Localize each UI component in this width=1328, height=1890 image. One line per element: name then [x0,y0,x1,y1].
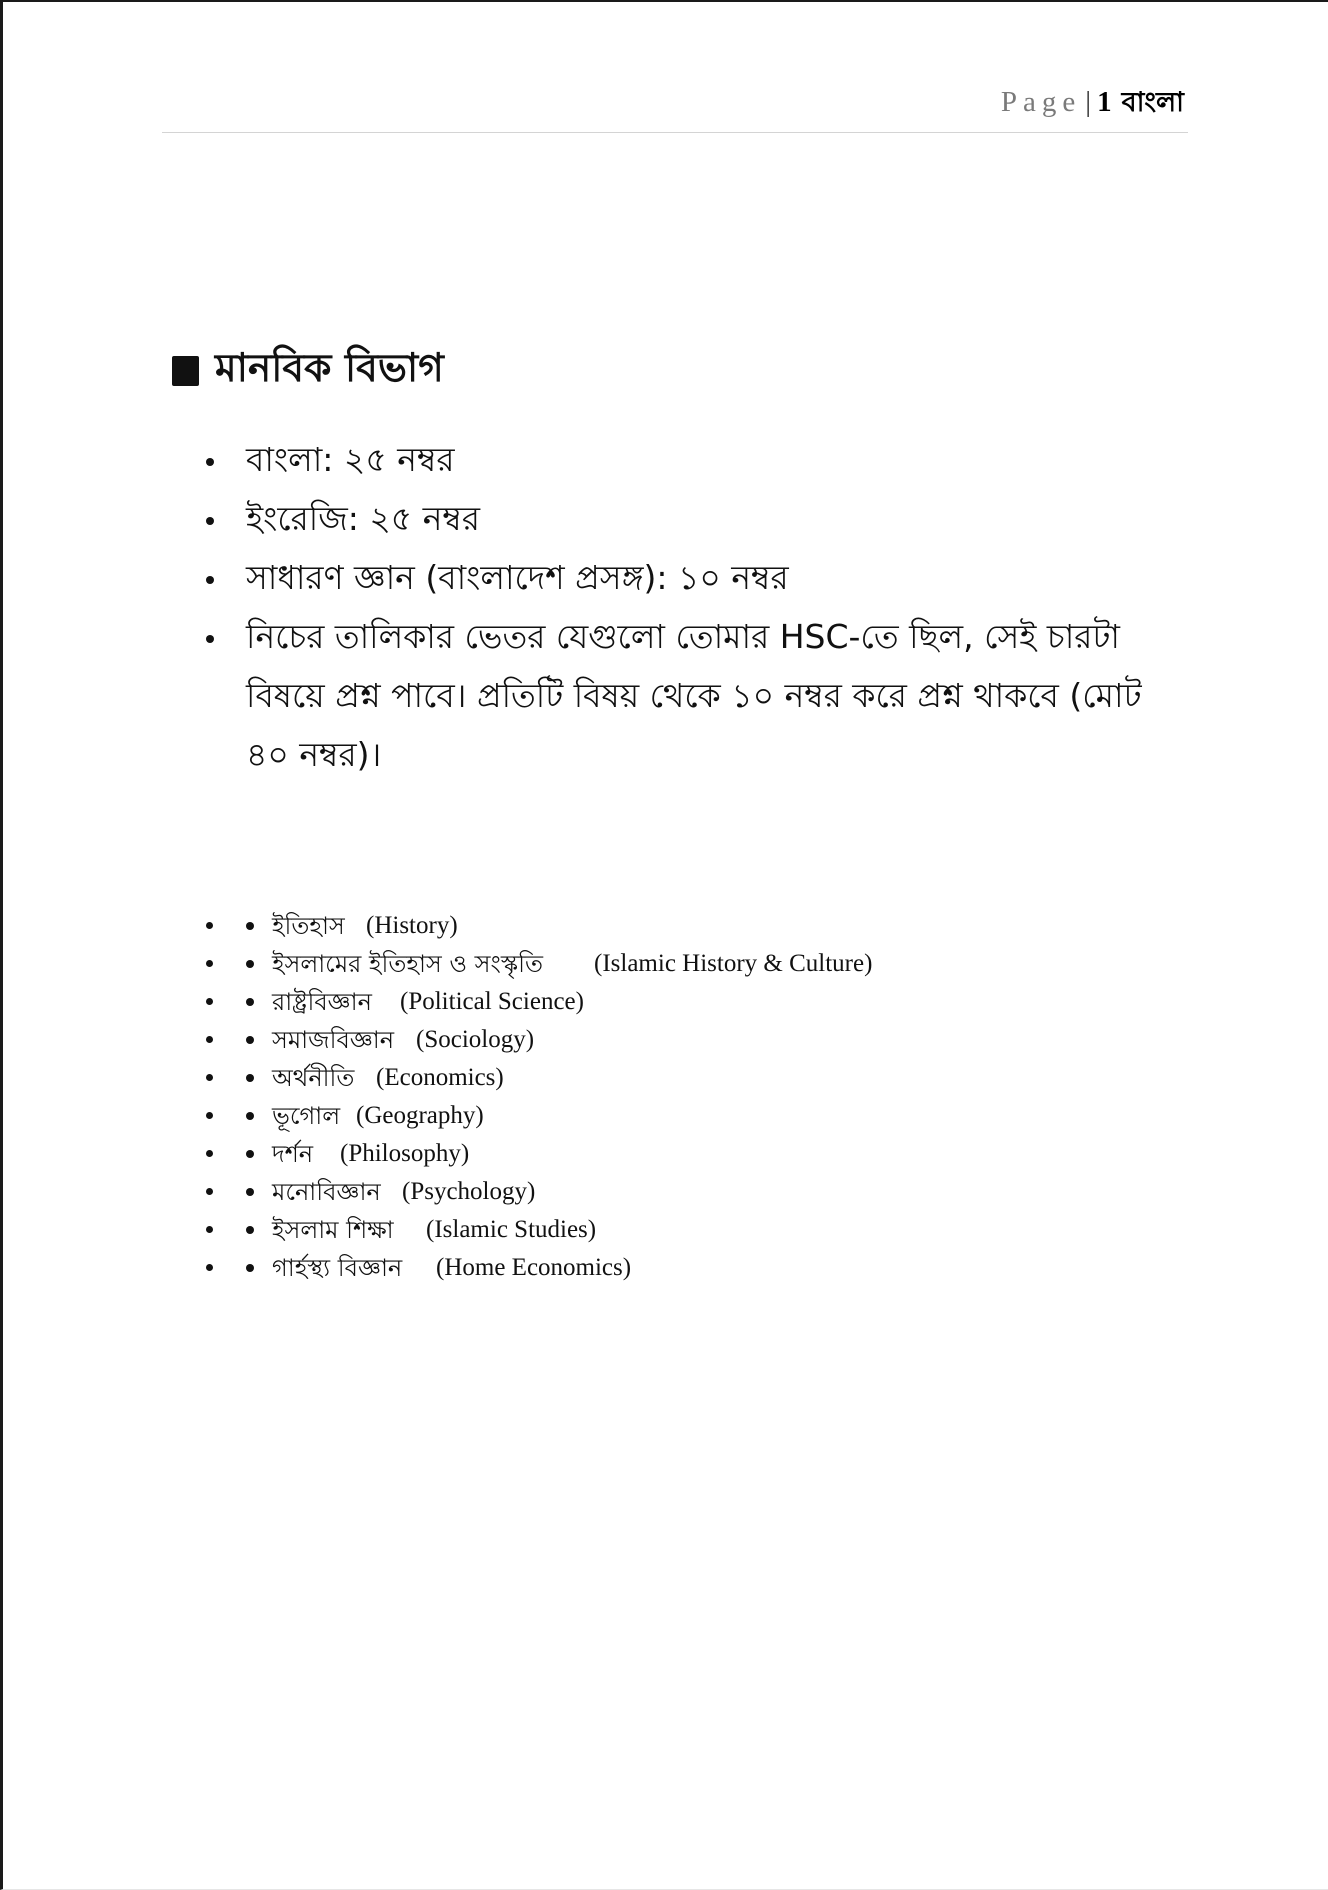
subject-item [200,1249,1100,1287]
bullet-icon [206,1226,213,1233]
subject-name-bn: গার্হস্থ্য বিজ্ঞান [272,1254,403,1282]
subject-name-bn: রাষ্ট্রবিজ্ঞান [272,988,372,1016]
inner-bullet-icon [246,998,254,1006]
bullet-icon [206,998,213,1005]
section-title: মানবিক বিভাগ [215,346,444,391]
section-heading [172,338,444,403]
header-separator: | [1085,86,1092,118]
list-item [200,548,1180,607]
bullet-icon [206,1112,213,1119]
subject-name-en: (Islamic History & Culture) [594,950,873,977]
header-page-word: Page [1000,86,1082,118]
header-page-number: 1 [1097,86,1112,118]
bullet-icon [206,517,214,525]
subject-item [200,1211,1100,1249]
subject-item [200,1135,1100,1173]
header-divider [162,132,1188,133]
subject-list [200,907,1100,1287]
requirement-list [200,430,1180,784]
subject-name-bn: ইতিহাস [272,912,345,940]
subject-name-bn: ইসলামের ইতিহাস ও সংস্কৃতি [272,950,544,978]
bullet-icon [206,922,213,929]
subject-name-bn: ইসলাম শিক্ষা [272,1216,394,1244]
subject-item [200,1097,1100,1135]
subject-name-bn: অর্থনীতি [272,1064,355,1092]
list-item [200,489,1180,548]
inner-bullet-icon [246,1188,254,1196]
list-item [200,430,1180,489]
subject-name-en: (Sociology) [416,1026,535,1053]
inner-bullet-icon [246,1264,254,1272]
inner-bullet-icon [246,1150,254,1158]
list-item-text: বাংলা: ২৫ নম্বর [246,440,455,479]
subject-name-en: (Islamic Studies) [426,1216,597,1243]
subject-name-en: (Psychology) [402,1178,536,1205]
page-header [1001,82,1184,127]
subject-name-en: (Economics) [376,1064,504,1091]
subject-name-bn: দর্শন [272,1140,314,1168]
subject-name-en: (Geography) [356,1102,484,1129]
inner-bullet-icon [246,1074,254,1082]
inner-bullet-icon [246,922,254,930]
inner-bullet-icon [246,1112,254,1120]
header-title: বাংলা [1121,87,1184,118]
inner-bullet-icon [246,1226,254,1234]
subject-name-en: (Philosophy) [340,1140,470,1167]
bullet-icon [206,1264,213,1271]
list-item-text: নিচের তালিকার ভেতর যেগুলো তোমার HSC-তে ছিল, সেই চারটা বিষয়ে প্রশ্ন পাবে। প্রতিটি বিষয় থেকে ১০ নম্বর করে প্রশ্ন থাকবে (মোট ৪০ নম্বর)। [246,617,1142,774]
subject-item [200,907,1100,945]
subject-name-bn: সমাজবিজ্ঞান [272,1026,395,1054]
bullet-icon [206,1074,213,1081]
bullet-icon [206,458,214,466]
inner-bullet-icon [246,1036,254,1044]
bullet-icon [206,1150,213,1157]
bullet-icon [206,1036,213,1043]
subject-name-en: (Political Science) [400,988,584,1015]
subject-name-bn: মনোবিজ্ঞান [272,1178,381,1206]
bullet-icon [206,1188,213,1195]
subject-item [200,1173,1100,1211]
bullet-icon [206,635,214,643]
list-item-text: ইংরেজি: ২৫ নম্বর [246,499,481,538]
subject-name-en: (History) [366,912,458,939]
subject-name-en: (Home Economics) [436,1254,632,1281]
subject-name-bn: ভূগোল [272,1102,341,1130]
inner-bullet-icon [246,960,254,968]
subject-item [200,945,1100,983]
list-item-text: সাধারণ জ্ঞান (বাংলাদেশ প্রসঙ্গ): ১০ নম্বর [246,558,789,597]
subject-item [200,1021,1100,1059]
bullet-icon [206,960,213,967]
bullet-icon [206,576,214,584]
subject-item [200,983,1100,1021]
square-bullet-icon [172,356,199,386]
subject-item [200,1059,1100,1097]
list-item [200,607,1180,784]
